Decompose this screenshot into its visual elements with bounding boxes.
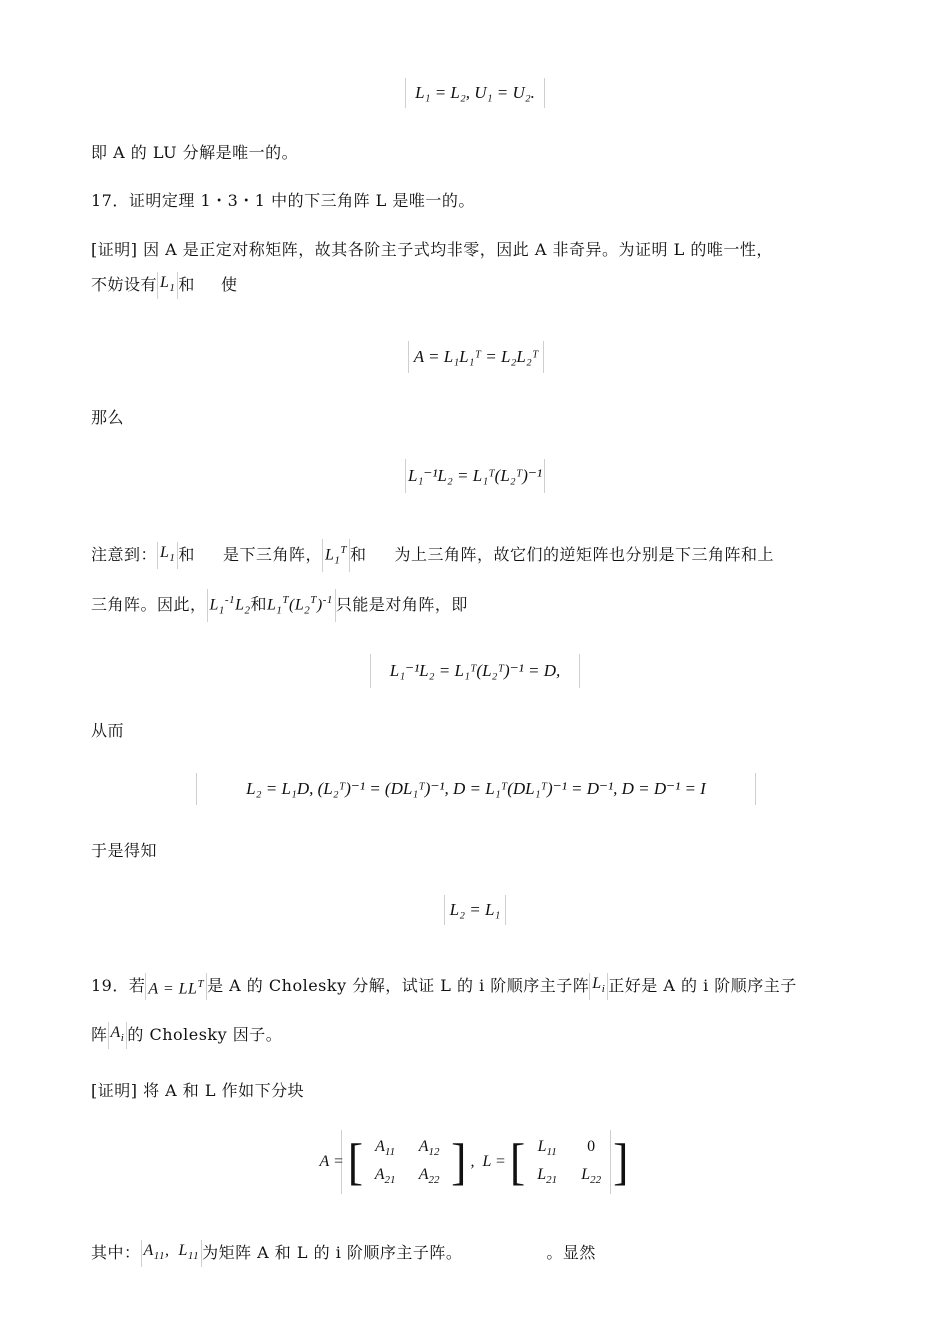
- equation-chain: L₂ = L₁D, (L₂ᵀ)⁻¹ = (DL₁ᵀ)⁻¹, D = L₁ᵀ(DL₁ᵀ)⁻¹ = D⁻¹, D = D⁻¹ = I: [196, 773, 756, 805]
- text: 为矩阵 A 和 L 的 i 阶顺序主子阵。: [202, 1243, 463, 1263]
- problem-19-line-2: [91, 1022, 282, 1049]
- text: 和: [178, 275, 195, 295]
- equation-a-cholesky: A = L₁L₁ᵀ = L₂L₂ᵀ: [408, 341, 544, 373]
- math-A11-L11: $A_{11}$, $L_{11}$: [141, 1240, 203, 1267]
- proof-19: [证明] 将 A 和 L 作如下分块: [91, 1081, 305, 1100]
- text: 三角阵。因此，: [91, 594, 207, 614]
- text: 不妨设有: [91, 275, 158, 295]
- equation-l1-l2-u1-u2: L₁ = L₂, U₁ = U₂.: [405, 78, 545, 108]
- equation-inverse-product: L₁⁻¹L₂ = L₁ᵀ(L₂ᵀ)⁻¹: [405, 459, 545, 493]
- text: 使: [220, 275, 238, 295]
- note-line-1: [91, 539, 774, 572]
- lu-unique-sentence: 即 A 的 LU 分解是唯一的。: [91, 143, 299, 162]
- text: 和: [178, 544, 195, 564]
- math-inverse-products: $L_1^{-1}L_2$和$L_1^T(L_2^T)^{-1}$: [207, 589, 336, 622]
- text: 为上三角阵，故它们的逆矩阵也分别是下三角阵和上: [394, 544, 775, 564]
- math-Ai: $A_i$: [108, 1022, 128, 1049]
- text: 和: [349, 544, 367, 564]
- text: 正好是 A 的 i 阶顺序主子: [608, 976, 797, 996]
- text: 19．若: [91, 976, 146, 996]
- problem-19-line-1: [91, 973, 797, 1000]
- math-L1-transpose: $L_1^T$: [322, 539, 350, 572]
- then-word: 那么: [91, 408, 125, 427]
- hence-word: 于是得知: [91, 841, 158, 860]
- text: 注意到：: [91, 544, 158, 564]
- math-L1: $L_1$: [157, 272, 178, 299]
- text: 只能是对角阵，即: [335, 594, 468, 614]
- math-a-equals-llt: $A = LL^T$: [145, 973, 207, 1000]
- last-line: [91, 1240, 596, 1267]
- text: 。显然: [546, 1243, 596, 1263]
- text: 是 A 的 Cholesky 分解，试证 L 的 i 阶顺序主子阵: [207, 976, 590, 996]
- equation-l2-equals-l1: L₂ = L₁: [444, 895, 506, 925]
- text: 其中：: [91, 1243, 141, 1263]
- text: 的 Cholesky 因子。: [127, 1025, 283, 1045]
- problem-17: 17．证明定理 1・3・1 中的下三角阵 L 是唯一的。: [91, 191, 475, 210]
- equation-block-matrices: A = [ $A_{11}$ $A_{12}$ $A_{21}$ $A_{22}$ ] , L = [ $L_{11}$ 0 $L_{21}$ $L_{22}$ ]: [341, 1130, 611, 1194]
- note-line-2: [91, 589, 468, 622]
- text: 是下三角阵，: [222, 544, 322, 564]
- math-L1: $L_1$: [157, 542, 178, 569]
- equation-diagonal-d: L₁⁻¹L₂ = L₁ᵀ(L₂ᵀ)⁻¹ = D,: [370, 654, 580, 688]
- proof-17-line-2: [91, 272, 237, 299]
- proof-17-line-1: [证明] 因 A 是正定对称矩阵，故其各阶主子式均非零，因此 A 非奇异。为证明 L 的唯一性，: [91, 240, 773, 259]
- thus-word: 从而: [91, 721, 125, 740]
- text: 阵: [91, 1025, 108, 1045]
- math-Li: $L_i$: [589, 973, 608, 1000]
